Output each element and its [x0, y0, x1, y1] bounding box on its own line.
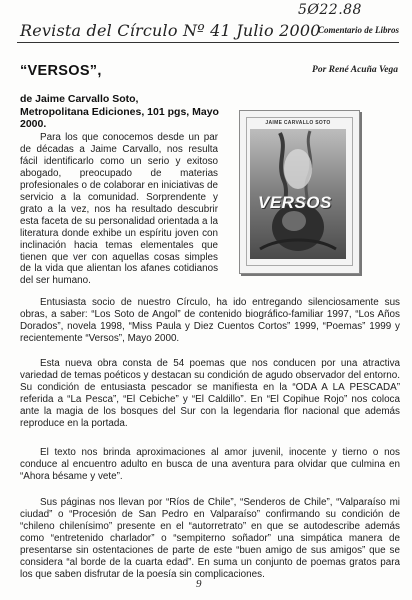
body-paragraph [20, 447, 400, 483]
paragraph: El texto nos brinda aproximaciones al amor juvenil, inocente y tierno o nos conduce al encuentro adulto en busca de una aventura para olvidar que culmina en “Ahora bésame y vete”. [20, 447, 400, 482]
page-number: 9 [196, 578, 202, 590]
paragraph: Entusiasta socio de nuestro Círculo, ha ido entregando silenciosamente sus obras, a saber: “Los Soto de Angol” de contenido biográfico-familiar 1997, “Los Años Dorados”, novela 1998, “Miss Paula y Diez Cuentos Cortos” 1999, “Poemas” 1999 y recientemente “Versos”, Mayo 2000. [20, 297, 400, 344]
intro-column [20, 132, 218, 287]
article-author: Por René Acuña Vega [312, 65, 398, 75]
biblio-line: de Jaime Carvallo Soto, [20, 93, 139, 105]
body-paragraph [20, 497, 400, 581]
book-cover-image [239, 110, 360, 274]
biblio-line: Metropolitana Ediciones, 101 pgs, Mayo [20, 105, 219, 118]
paragraph: Para los que conocemos desde un par de décadas a Jaime Carvallo, nos resulta fácil identificarlo como un serio y exitoso abogado, preocupado de materias profesionales o de colaborar en iniciativas de servicio a la comunidad. Sorprendente y grato a la vez, nos ha resultado descubrir esta faceta de su personalidad orientada a la literatura donde exhibe un espíritu joven con inclinación hacia temas elementales que tienen que ver con aquellas cosas simples de la vida que alientan los afanes cotidianos del ser humano. [20, 132, 218, 287]
article-title: “VERSOS”, [20, 63, 102, 79]
bibliographic-reference [20, 93, 220, 131]
biblio-line: 2000. [20, 118, 47, 131]
body-paragraph [20, 358, 400, 430]
header-divider [17, 42, 399, 43]
body-paragraph [20, 297, 400, 345]
handwritten-catalog-number: 5Ø22.88 [298, 2, 362, 18]
section-label: Comentario de Libros [317, 25, 399, 35]
handwritten-journal-title: Revista del Círculo Nº 41 Julio 2000 [20, 21, 321, 40]
paragraph: Sus páginas nos llevan por “Ríos de Chile”, “Senderos de Chile”, “Valparaíso mi ciudad” o “Procesión de San Pedro en Valparaíso” confirmando su condición de “chileno chilenísimo” presente en el “autorretrato” en que se autodescribe además como “entretenido charlador” o “sempiterno soñador” una simpática manera de presentarse sin ostentaciones de parte de este “buen amigo de sus amigos” que se considera “al borde de la cuarta edad”. En suma un conjunto de poemas gratos para los que saben disfrutar de la poesía sin complicaciones. [20, 497, 400, 580]
cover-title-text: VERSOS [258, 193, 332, 212]
cover-author-text: JAIME CARVALLO SOTO [265, 120, 331, 126]
paragraph: Esta nueva obra consta de 54 poemas que nos conducen por una atractiva variedad de temas poéticos y destacan su condición de agudo observador del entorno. Su condición de entusiasta pescador se manifiesta en la “ODA A LA PESCADA” referida a “La Pesca”, “El Cebiche” y “El Caldillo”. En “El Copihue Rojo” nos coloca ante la magia de los bosques del Sur con la legendaria flor nacional que además reproduce en la portada. [20, 358, 400, 429]
